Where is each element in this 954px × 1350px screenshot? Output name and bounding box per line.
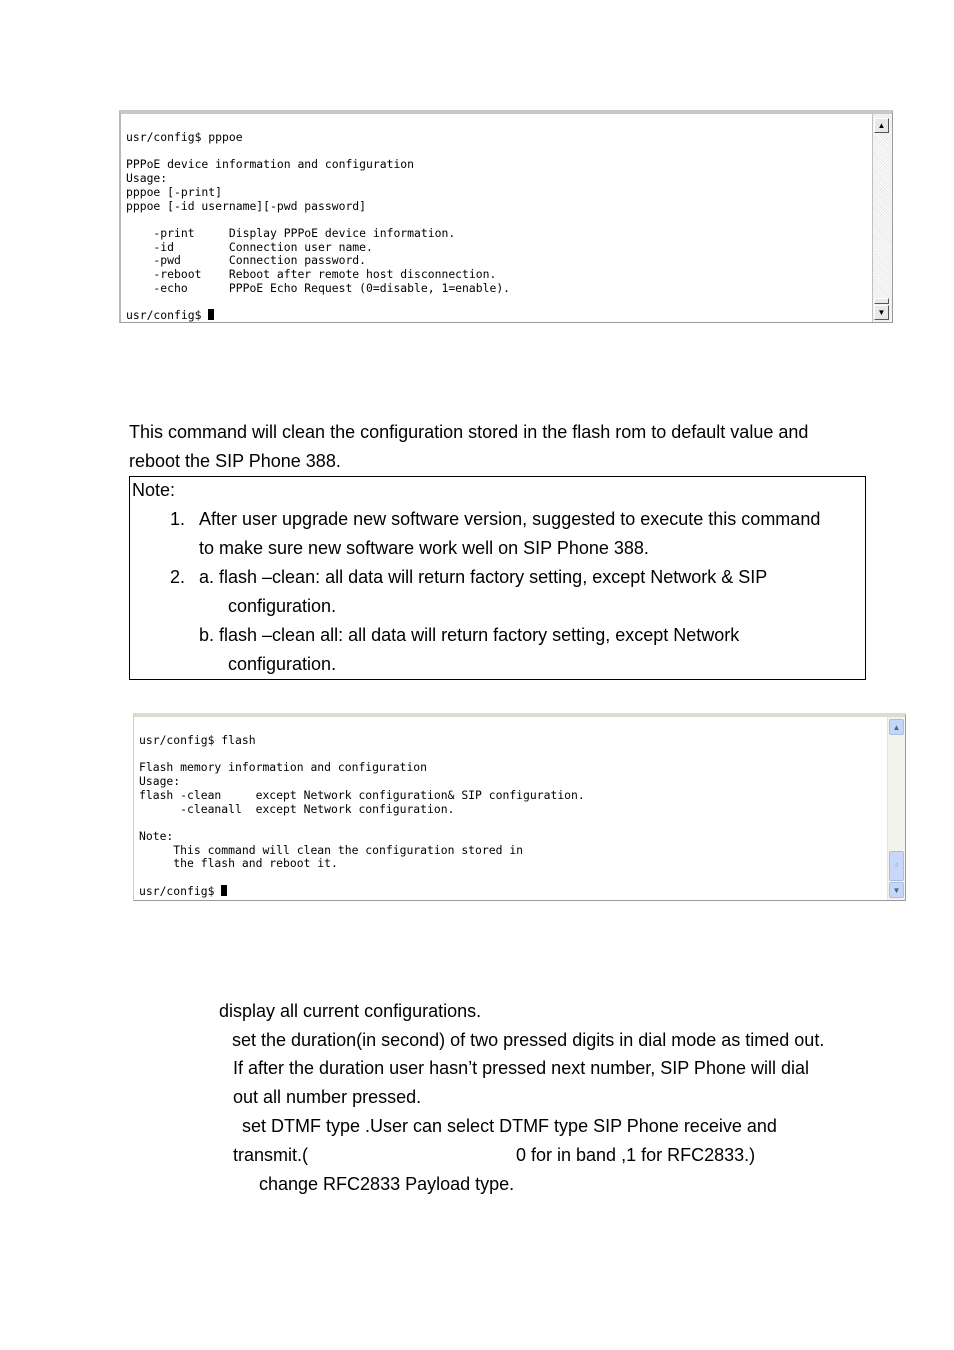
flash-terminal-scrollbar[interactable] <box>887 717 905 900</box>
note-item-1-line-1: After user upgrade new software version, suggested to execute this command <box>199 509 821 529</box>
pppoe-terminal-scrollbar[interactable] <box>872 114 892 322</box>
pppoe-terminal-output <box>126 131 510 323</box>
note-item-2-number: 2. <box>170 567 186 587</box>
note-item-2b-line-2: configuration. <box>228 654 337 674</box>
flash-terminal-output <box>139 734 585 898</box>
desc-timeout-line-2: If after the duration user hasn’t pressed next number, SIP Phone will dial <box>233 1058 809 1078</box>
desc-timeout-line-1: set the duration(in second) of two pressed digits in dial mode as timed out. <box>232 1030 825 1050</box>
flash-terminal-window <box>133 713 906 901</box>
scrollbar-thumb[interactable]: ≡ <box>889 851 904 881</box>
desc-display-all: display all current configurations. <box>219 1001 482 1021</box>
scroll-down-arrow-icon[interactable]: ▼ <box>889 882 904 898</box>
scroll-up-arrow-icon[interactable]: ▲ <box>889 719 904 735</box>
note-item-1-number: 1. <box>170 509 186 529</box>
scroll-up-arrow-icon[interactable]: ▲ <box>874 118 889 133</box>
flash-description-line-1: This command will clean the configuration stored in the flash rom to default value and <box>129 422 809 442</box>
terminal-cursor <box>221 885 227 896</box>
pppoe-terminal-prompt: usr/config$ <box>126 308 209 323</box>
note-item-2a-line-2: configuration. <box>228 596 337 616</box>
pppoe-terminal-lines: usr/config$ pppoe PPPoE device information and configuration Usage: pppoe [-print] pppoe [-id username][-pwd password] -print Display PPPoE device information. -id Connection user name. -pwd Connection password. -reboot Reboot after remote host disconnection. -echo PPPoE Echo Request (0=disable, 1=enable). <box>126 130 511 295</box>
scroll-down-arrow-icon[interactable]: ▼ <box>874 305 889 320</box>
desc-payload: change RFC2833 Payload type. <box>259 1174 515 1194</box>
flash-terminal-prompt: usr/config$ <box>139 883 222 898</box>
scrollbar-thumb[interactable] <box>874 298 889 304</box>
desc-dtmf-line-2b: 0 for in band ,1 for RFC2833.) <box>516 1145 756 1165</box>
note-item-2a-line-1: a. flash –clean: all data will return factory setting, except Network & SIP <box>199 567 768 587</box>
note-label: Note: <box>132 480 176 500</box>
note-item-1-line-2: to make sure new software work well on SIP Phone 388. <box>199 538 649 558</box>
desc-dtmf-line-1: set DTMF type .User can select DTMF type SIP Phone receive and <box>242 1116 777 1136</box>
terminal-cursor <box>208 309 214 320</box>
flash-description-line-2: reboot the SIP Phone 388. <box>129 451 341 471</box>
desc-dtmf-line-2a: transmit.( <box>233 1145 309 1165</box>
pppoe-terminal-window <box>119 110 893 323</box>
note-item-2b-line-1: b. flash –clean all: all data will return factory setting, except Network <box>199 625 740 645</box>
desc-timeout-line-3: out all number pressed. <box>233 1087 422 1107</box>
flash-terminal-lines: usr/config$ flash Flash memory information and configuration Usage: flash -clean except Network configuration& SIP configuration. -cleanall except Network configuration. Note: This command will clean the configuration stored in the flash and reboot it. <box>139 733 585 871</box>
